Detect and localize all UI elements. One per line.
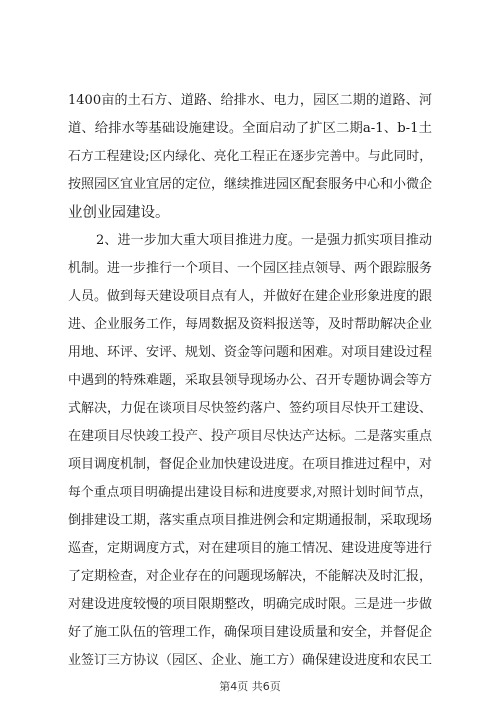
body-text-line: 巡查，定期调度方式，对在建项目的施工情况、建设进度等进行 <box>68 541 433 556</box>
body-text-line: 道、给排水等基础设施建设。全面启动了扩区二期a-1、b-1土 <box>68 121 432 136</box>
body-text-line: 按照园区宜业宜居的定位，继续推进园区配套服务中心和小微企 <box>68 177 433 192</box>
body-text-line: 人员。做到每天建设项目点有人，并做好在建企业形象进度的跟 <box>68 289 433 304</box>
body-text-line: 了定期检查，对企业存在的问题现场解决，不能解决及时汇报， <box>68 569 433 584</box>
paragraph-first-line: 2、进一步加大重大项目推进力度。一是强力抓实项目推动 <box>96 233 432 248</box>
body-text-line: 中遇到的特殊难题，采取县领导现场办公、召开专题协调会等方 <box>68 373 433 388</box>
body-text-line: 业创业园建设。 <box>68 205 170 221</box>
body-text-line: 在建项目尽快竣工投产、投产项目尽快达产达标。二是落实重点 <box>68 429 433 444</box>
body-text-line: 机制。进一步推行一个项目、一个园区挂点领导、两个跟踪服务 <box>68 261 433 276</box>
body-text-line: 石方工程建设;区内绿化、亮化工程正在逐步完善中。与此同时， <box>68 149 432 164</box>
page-footer: 第4页 共6页 <box>219 680 281 693</box>
body-text-line: 式解决，力促在谈项目尽快签约落户、签约项目尽快开工建设、 <box>68 401 433 416</box>
body-text-line: 每个重点项目明确提出建设目标和进度要求,对照计划时间节点， <box>68 485 432 500</box>
body-text-line: 1400亩的土石方、道路、给排水、电力，园区二期的道路、河 <box>68 93 432 108</box>
body-text-line: 项目调度机制，督促企业加快建设进度。在项目推进过程中，对 <box>68 457 433 472</box>
body-text-line: 用地、环评、安评、规划、资金等问题和困难。对项目建设过程 <box>68 345 433 360</box>
body-text-line: 业签订三方协议（园区、企业、施工方）确保建设进度和农民工 <box>68 653 433 668</box>
body-text-line: 进、企业服务工作，每周数据及资料报送等，及时帮助解决企业 <box>68 317 433 332</box>
body-text-line: 好了施工队伍的管理工作，确保项目建设质量和安全，并督促企 <box>68 625 433 640</box>
body-text-line: 倒排建设工期，落实重点项目推进例会和定期通报制，采取现场 <box>68 513 433 528</box>
body-text-line: 对建设进度较慢的项目限期整改，明确完成时限。三是进一步做 <box>68 597 433 612</box>
